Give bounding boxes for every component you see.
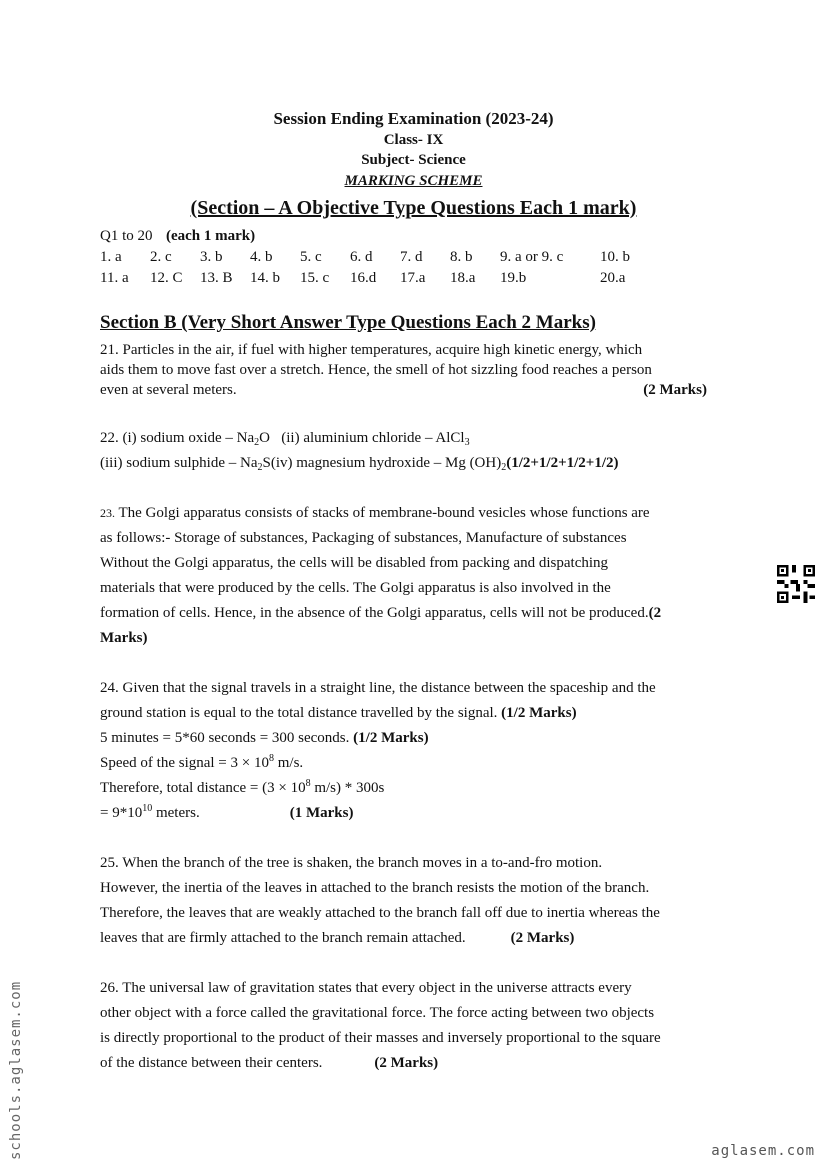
text-segment: aids them to move fast over a stretch. Hence, the smell of hot sizzling food reaches a person (100, 362, 652, 378)
marks-label: (2 Marks) (643, 382, 707, 398)
answer-cell: 5. c (300, 249, 322, 265)
text-segment: 2 (254, 437, 260, 448)
text-segment: However, the inertia of the leaves in attached to the branch resists the motion of the branch. (100, 880, 650, 896)
text-segment: 23. (100, 506, 115, 520)
answer-cell: 8. b (450, 249, 473, 265)
text-segment: ground station is equal to the total distance travelled by the signal. (100, 705, 502, 721)
text-segment: 21. Particles in the air, if fuel with higher temperatures, acquire high kinetic energy, which (100, 342, 643, 358)
text-segment: 8 (305, 778, 311, 789)
text-segment: m/s) * 300s (310, 780, 385, 796)
marks-label: (2 Marks) (510, 930, 575, 946)
answer-cell: 13. B (200, 270, 233, 286)
text-segment: (iii) sodium sulphide – Na (100, 455, 258, 471)
marks-label: (1 Marks) (289, 805, 354, 821)
text-segment: formation of cells. Hence, in the absence of the Golgi apparatus, cells will not be produced. (100, 605, 649, 621)
text-segment: S(iv) magnesium hydroxide – Mg (OH) (262, 455, 502, 471)
marks-label: (2 Marks) (374, 1055, 439, 1071)
text-segment: 25. When the branch of the tree is shaken, the branch moves in a to-and-fro motion. (100, 855, 603, 871)
text-segment: O (ii) aluminium chloride – AlCl (259, 430, 465, 446)
marks-label: (1/2 Marks) (501, 705, 577, 721)
answer-cell: 3. b (200, 249, 223, 265)
marks-label: Marks) (100, 630, 148, 646)
text-segment: 8 (268, 753, 274, 764)
answer-cell: 2. c (150, 249, 172, 265)
answer-cell: 14. b (250, 270, 280, 286)
text-segment: 2 (257, 462, 263, 473)
text-segment: = 9*10 (100, 805, 143, 821)
text-segment: 3 (464, 437, 470, 448)
section-b-heading: Section B (Very Short Answer Type Questions Each 2 Marks) (100, 312, 596, 333)
text-segment: 22. (i) sodium oxide – Na (100, 430, 255, 446)
intro-marks: (each 1 mark) (166, 228, 256, 244)
text-segment: of the distance between their centers. (100, 1055, 323, 1071)
answer-cell: 10. b (600, 249, 630, 265)
text-segment: Without the Golgi apparatus, the cells will be disabled from packing and dispatching (100, 555, 609, 571)
text-segment: leaves that are firmly attached to the branch remain attached. (100, 930, 466, 946)
marks-label: (1/2+1/2+1/2+1/2) (506, 455, 619, 471)
side-watermark: schools.aglasem.com (8, 980, 24, 1160)
answer-cell: 1. a (100, 249, 122, 265)
exam-title: Session Ending Examination (2023-24) (273, 109, 554, 128)
marks-label: (1/2 Marks) (353, 730, 429, 746)
answer-cell: 19.b (500, 270, 527, 286)
text-segment: m/s. (273, 755, 304, 771)
text-segment: 24. Given that the signal travels in a straight line, the distance between the spaceship and the (100, 680, 656, 696)
text-segment: other object with a force called the gravitational force. The force acting between two objects (100, 1005, 655, 1021)
text-segment: 2 (501, 462, 507, 473)
text-segment: 5 minutes = 5*60 seconds = 300 seconds. (100, 730, 354, 746)
answer-cell: 11. a (100, 270, 129, 286)
text-segment: materials that were produced by the cells. The Golgi apparatus is also involved in the (100, 580, 611, 596)
text-segment: is directly proportional to the product of their masses and inversely proportional to the square (100, 1030, 661, 1046)
text-segment: Therefore, total distance = (3 × 10 (100, 780, 306, 796)
answer-cell: 9. a or 9. c (500, 249, 564, 265)
answer-cell: 4. b (250, 249, 273, 265)
class-label: Class- IX (383, 132, 444, 148)
text-segment: even at several meters. (100, 382, 237, 398)
answer-cell: 20.a (600, 270, 626, 286)
answer-cell: 15. c (300, 270, 330, 286)
text-segment: 26. The universal law of gravitation states that every object in the universe attracts every (100, 980, 632, 996)
answer-cell: 6. d (350, 249, 373, 265)
text-segment: The Golgi apparatus consists of stacks of membrane-bound vesicles whose functions are (115, 505, 650, 521)
section-a-heading: (Section – A Objective Type Questions Each 1 mark) (190, 197, 637, 219)
qr-code-icon (776, 565, 816, 603)
text-segment: Speed of the signal = 3 × 10 (100, 755, 269, 771)
text-segment: meters. (152, 805, 200, 821)
marking-scheme-label: MARKING SCHEME (344, 173, 483, 189)
marks-label: (2 (648, 605, 662, 621)
text-segment: 10 (142, 803, 153, 814)
bottom-watermark: aglasem.com (711, 1143, 815, 1159)
text-segment: Therefore, the leaves that are weakly attached to the branch fall off due to inertia whereas the (100, 905, 660, 921)
intro-text: Q1 to 20 (100, 228, 157, 244)
answer-cell: 7. d (400, 249, 423, 265)
answer-cell: 17.a (400, 270, 426, 286)
text-segment: as follows:- Storage of substances, Packaging of substances, Manufacture of substances (100, 530, 627, 546)
answer-cell: 18.a (450, 270, 476, 286)
answer-cell: 12. C (150, 270, 183, 286)
answer-cell: 16.d (350, 270, 377, 286)
subject-label: Subject- Science (361, 152, 466, 168)
